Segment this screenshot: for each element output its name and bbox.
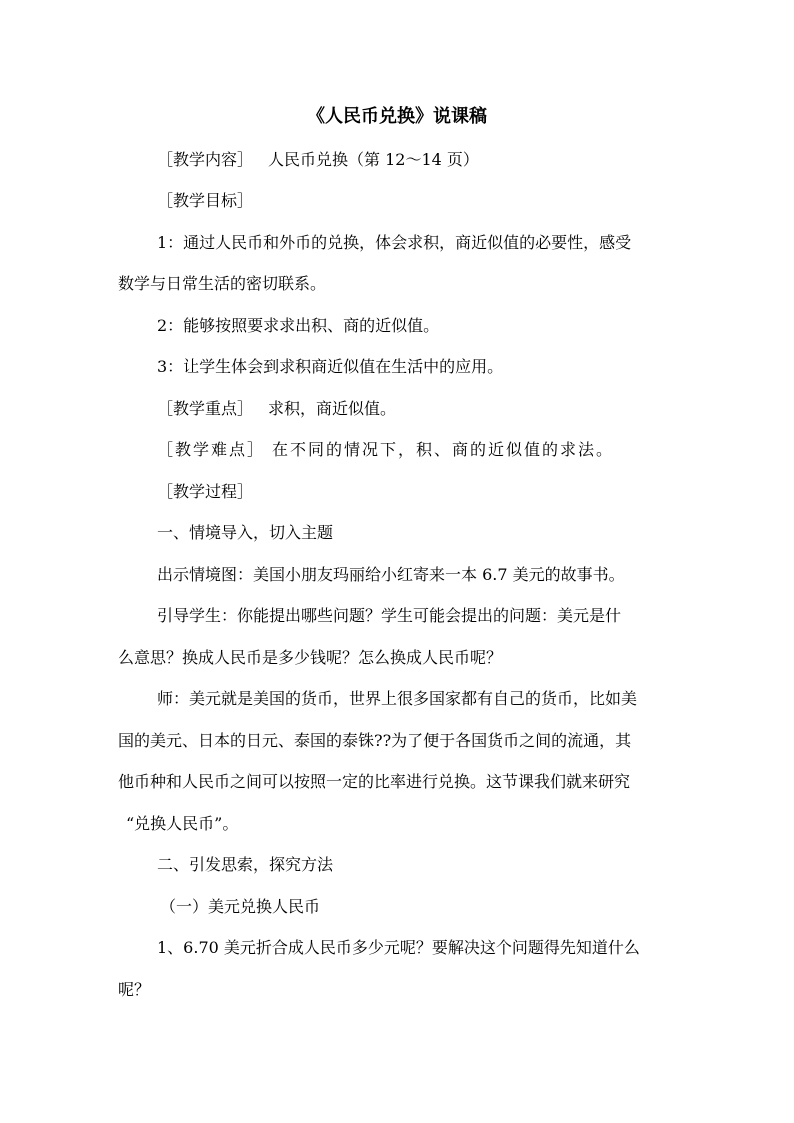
difficulty-text: 在不同的情况下，积、商的近似值的求法。	[272, 440, 615, 459]
goals-label: ［教学目标］	[157, 191, 254, 210]
teacher-line-4: “兑换人民币”。	[126, 814, 239, 833]
section-1-heading: 一、情境导入，切入主题	[157, 523, 334, 542]
teacher-line-1: 师：美元就是美国的货币，世界上很多国家都有自己的货币，比如美	[157, 689, 638, 708]
difficulty-label: ［教学难点］	[157, 440, 266, 459]
goal-1-line-1: 1：通过人民币和外币的兑换，体会求积，商近似值的必要性，感受	[157, 233, 632, 252]
scene-text: 出示情境图：美国小朋友玛丽给小红寄来一本 6.7 美元的故事书。	[157, 565, 625, 584]
key-text: 求积，商近似值。	[268, 399, 397, 418]
goal-3: 3：让学生体会到求积商近似值在生活中的应用。	[157, 357, 504, 376]
guide-line-1: 引导学生：你能提出哪些问题？学生可能会提出的问题：美元是什	[157, 606, 622, 625]
content-text: 人民币兑换（第 12～14 页）	[268, 150, 479, 169]
goal-1-line-2: 数学与日常生活的密切联系。	[118, 274, 327, 293]
teacher-line-3: 他币种和人民币之间可以按照一定的比率进行兑换。这节课我们就来研究	[118, 772, 631, 791]
document-title: 《人民币兑换》说课稿	[307, 106, 487, 127]
process-label: ［教学过程］	[157, 482, 254, 501]
teacher-line-2: 国的美元、日本的日元、泰国的泰铢??为了便于各国货币之间的流通，其	[118, 731, 632, 750]
question-line-1: 1、6.70 美元折合成人民币多少元呢？要解决这个问题得先知道什么	[157, 938, 640, 957]
question-line-2: 呢？	[118, 980, 151, 999]
content-label: ［教学内容］	[157, 150, 254, 169]
goal-2: 2：能够按照要求求出积、商的近似值。	[157, 316, 440, 335]
guide-line-2: 么意思？换成人民币是多少钱呢？怎么换成人民币呢？	[118, 648, 503, 667]
section-2-heading: 二、引发思索，探究方法	[157, 855, 334, 874]
key-label: ［教学重点］	[157, 399, 254, 418]
subsection-1-heading: （一）美元兑换人民币	[160, 897, 321, 916]
